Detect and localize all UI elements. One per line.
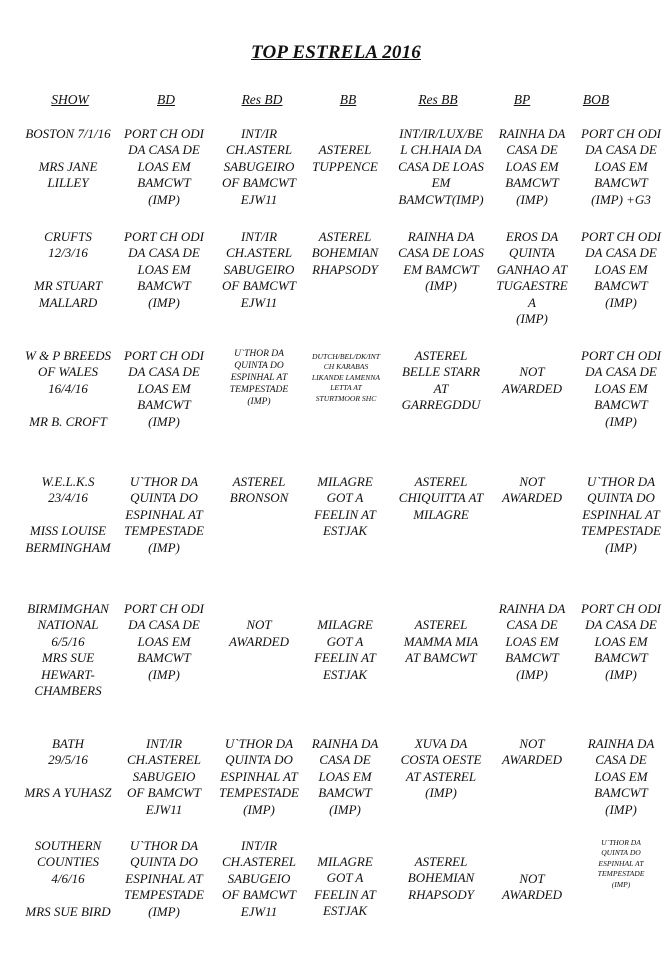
bob-cell: PORT CH ODI DA CASA DE LOAS EM BAMCWT (IMP) <box>581 601 661 682</box>
show-cell: SOUTHERN COUNTIES 4/6/16 MRS SUE BIRD <box>25 838 111 919</box>
bb-cell: ASTEREL BOHEMIAN RHAPSODY <box>311 229 379 277</box>
res-bb-cell: INT/IR/LUX/BE L CH.HAIA DA CASA DE LOAS EM BAMCWT(IMP) <box>398 126 484 207</box>
bp-cell: NOT AWARDED <box>502 474 562 506</box>
show-cell: W & P BREEDS OF WALES 16/4/16 MR B. CROFT <box>24 348 112 429</box>
bp-cell: NOT AWARDED <box>502 736 562 768</box>
bd-cell: INT/IR CH.ASTEREL SABUGEIO OF BAMCWT EJW11 <box>126 736 202 817</box>
res-bd-cell: U`THOR DA QUINTA DO ESPINHAL AT TEMPESTADE (IMP) <box>229 349 289 407</box>
bd-cell: U`THOR DA QUINTA DO ESPINHAL AT TEMPESTADE (IMP) <box>124 838 204 919</box>
show-cell: BIRMIMGHAN NATIONAL 6/5/16 MRS SUE HEWART- CHAMBERS <box>27 601 109 699</box>
show-cell: BOSTON 7/1/16 MRS JANE LILLEY <box>25 126 111 191</box>
bob-cell: PORT CH ODI DA CASA DE LOAS EM BAMCWT (IMP) +G3 <box>581 126 661 207</box>
page-title: TOP ESTRELA 2016 <box>250 42 421 63</box>
bob-cell: U`THOR DA QUINTA DO ESPINHAL AT TEMPESTADE (IMP) <box>581 474 661 555</box>
bob-cell: U`THOR DA QUINTA DO ESPINHAL AT TEMPESTADE (IMP) <box>597 838 645 889</box>
res-bb-cell: ASTEREL CHIQUITTA AT MILAGRE <box>398 474 484 522</box>
header-bb: BB <box>339 92 357 107</box>
header-res-bb: Res BB <box>418 92 458 107</box>
show-cell: CRUFTS 12/3/16 MR STUART MALLARD <box>33 229 103 310</box>
show-cell: W.E.L.K.S 23/4/16 MISS LOUISE BERMINGHAM <box>25 474 111 555</box>
bd-cell: PORT CH ODI DA CASA DE LOAS EM BAMCWT (IMP) <box>124 126 204 207</box>
bob-cell: RAINHA DA CASA DE LOAS EM BAMCWT (IMP) <box>587 736 655 817</box>
bob-cell: PORT CH ODI DA CASA DE LOAS EM BAMCWT (IMP) <box>581 348 661 429</box>
res-bb-cell: RAINHA DA CASA DE LOAS EM BAMCWT (IMP) <box>398 229 484 294</box>
res-bb-cell: XUVA DA COSTA OESTE AT ASTEREL (IMP) <box>400 736 482 801</box>
res-bd-cell: ASTEREL BRONSON <box>229 474 289 506</box>
bd-cell: PORT CH ODI DA CASA DE LOAS EM BAMCWT (IMP) <box>124 348 204 429</box>
bb-cell: MILAGRE GOT A FEELIN AT ESTJAK <box>314 854 376 919</box>
res-bd-cell: INT/IR CH.ASTEREL SABUGEIO OF BAMCWT EJW11 <box>221 838 297 919</box>
res-bd-cell: NOT AWARDED <box>229 617 289 649</box>
bd-cell: PORT CH ODI DA CASA DE LOAS EM BAMCWT (IMP) <box>124 601 204 682</box>
bb-cell: MILAGRE GOT A FEELIN AT ESTJAK <box>314 617 376 682</box>
header-bob: BOB <box>582 92 610 107</box>
bb-cell: ASTEREL TUPPENCE <box>312 142 378 174</box>
res-bd-cell: INT/IR CH.ASTERL SABUGEIRO OF BAMCWT EJW11 <box>221 229 297 310</box>
res-bb-cell: ASTEREL BELLE STARR AT GARREGDDU <box>401 348 481 413</box>
res-bd-cell: U`THOR DA QUINTA DO ESPINHAL AT TEMPESTADE (IMP) <box>219 736 299 817</box>
res-bb-cell: ASTEREL BOHEMIAN RHAPSODY <box>407 854 475 902</box>
bob-cell: PORT CH ODI DA CASA DE LOAS EM BAMCWT (IMP) <box>581 229 661 310</box>
bp-cell: NOT AWARDED <box>502 364 562 396</box>
header-bp: BP <box>513 92 531 107</box>
res-bb-cell: ASTEREL MAMMA MIA AT BAMCWT <box>403 617 479 666</box>
bb-cell: RAINHA DA CASA DE LOAS EM BAMCWT (IMP) <box>311 736 379 817</box>
bd-cell: PORT CH ODI DA CASA DE LOAS EM BAMCWT (IMP) <box>124 229 204 310</box>
header-res-bd: Res BD <box>241 92 283 107</box>
bb-cell: DUTCH/BEL/DK/INT CH KARABAS LIKANDE LAMENNA LETTA AT STURTMOOR SHC <box>311 352 381 403</box>
header-show: SHOW <box>51 92 89 107</box>
bp-cell: RAINHA DA CASA DE LOAS EM BAMCWT (IMP) <box>498 601 566 682</box>
bd-cell: U`THOR DA QUINTA DO ESPINHAL AT TEMPESTADE (IMP) <box>124 474 204 555</box>
bp-cell: EROS DA QUINTA GANHAO AT TUGAESTRE A (IMP) <box>496 229 568 327</box>
bp-cell: RAINHA DA CASA DE LOAS EM BAMCWT (IMP) <box>498 126 566 207</box>
bb-cell: MILAGRE GOT A FEELIN AT ESTJAK <box>314 474 376 539</box>
header-bd: BD <box>157 92 175 107</box>
bp-cell: NOT AWARDED <box>502 870 562 903</box>
res-bd-cell: INT/IR CH.ASTERL SABUGEIRO OF BAMCWT EJW11 <box>221 126 297 207</box>
show-cell: BATH 29/5/16 MRS A YUHASZ <box>24 736 112 801</box>
page-footer-strip <box>0 946 672 960</box>
